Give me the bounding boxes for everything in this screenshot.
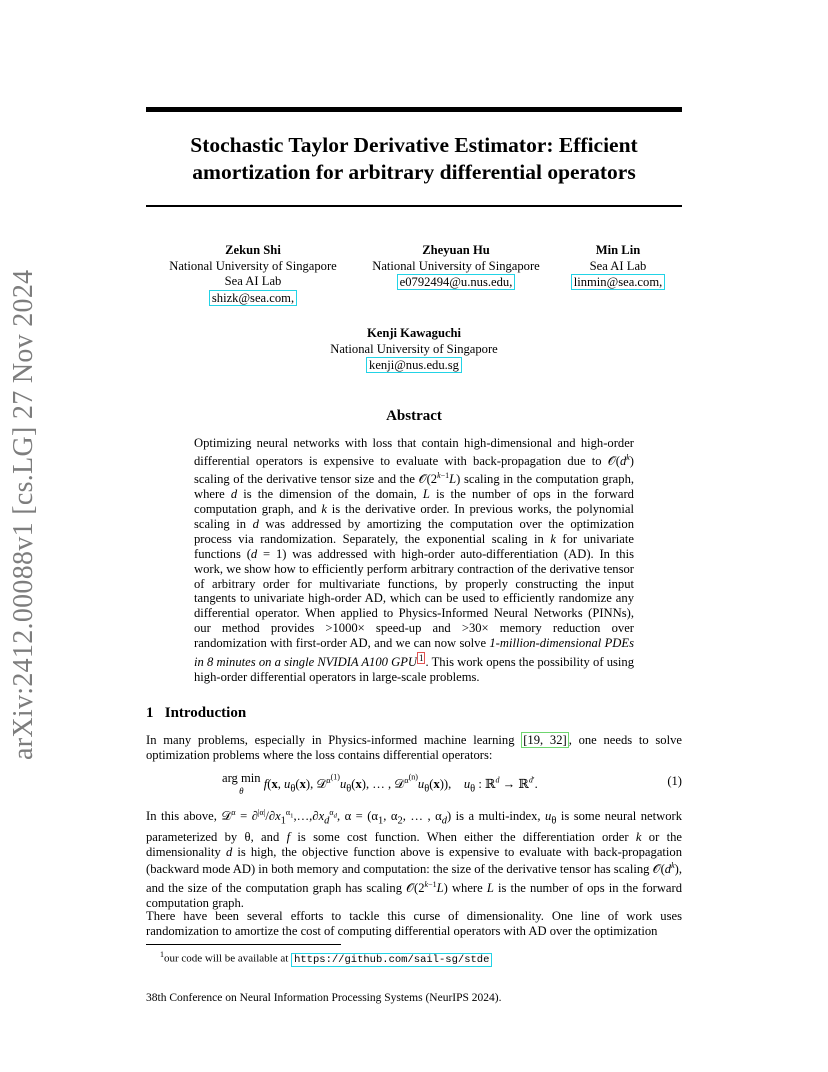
author-block-2 <box>362 243 550 291</box>
title-line-1: Stochastic Taylor Derivative Estimator: Efficient <box>190 133 638 157</box>
author-block-3 <box>562 243 674 291</box>
citation-link[interactable]: [19, 32] <box>523 733 567 747</box>
footnote-rule <box>146 944 341 945</box>
author-email-link[interactable]: kenji@nus.edu.sg <box>366 357 462 373</box>
author-affiliation: National University of Singapore <box>169 258 337 273</box>
section-number: 1 <box>146 705 154 721</box>
title-bottom-rule <box>146 205 682 207</box>
section-title: Introduction <box>164 705 247 721</box>
intro-paragraph-3: There have been several efforts to tackle this curse of dimensionality. One line of work uses randomization to amortize the cost of computing differential operators with AD over the optimization <box>146 909 682 938</box>
author-email-link[interactable]: e0792494@u.nus.edu, <box>397 274 516 290</box>
title-line-2: amortization for arbitrary differential operators <box>192 160 636 184</box>
title-top-rule <box>146 107 682 112</box>
code-url-link[interactable]: https://github.com/sail-sg/stde <box>291 953 492 967</box>
footnote-mark: 1 <box>160 950 164 959</box>
paper-title <box>146 132 682 186</box>
author-affiliation: Sea AI Lab <box>224 274 282 289</box>
equation-body: arg min θ f(x, $u_\theta(x)$, $𝒟^{\alpha^{(1)}}u_\theta(x)$, … , $𝒟^{\alpha^{(n)}}u_\theta(x)$), $u_\theta$ : ℝ$^d$ → ℝ$^{d'}$. <box>222 771 538 796</box>
intro-paragraph-1: In many problems, especially in Physics-informed machine learning [19, 32] , one needs to solve optimization problems where the loss contains differential operators: <box>146 733 682 762</box>
author-name: Zekun Shi <box>225 243 281 257</box>
equation-number: (1) <box>667 774 682 788</box>
author-name: Kenji Kawaguchi <box>366 326 462 340</box>
author-block-4 <box>314 326 514 374</box>
venue-line: 38th Conference on Neural Information Processing Systems (NeurIPS 2024). <box>146 992 502 1004</box>
abstract-body: Optimizing neural networks with loss that contain high-dimensional and high-order differential operators is expensive to evaluate with back-propagation due to $𝒪(d^k)$ scaling of the derivative tensor size and the $𝒪(2^{k-1}L)$ scaling in the computation graph, where d is the dimension of the domain, L is the number of ops in the forward computation graph, and k is the derivative order. In previous works, the polynomial scaling in d was addressed by amortizing the computation over the optimization process via randomization. Separately, the exponential scaling in k for univariate functions (d = 1) was addressed with high-order auto-differentiation (AD). In this work, we show how to efficiently perform arbitrary contraction of the derivative tensor of arbitrary order for multivariate functions, by properly constructing the input tangents to univariate high-order AD, which can be used to efficiently randomize any differential operator. When applied to Physics-Informed Neural Networks (PINNs), our method provides >1000× speed-up and >30× memory reduction over randomization with first-order AD, and we can now solve 1-million-dimensional PDEs in 8 minutes on a single NVIDIA A100 GPU $^1$ . This work opens the possibility of using high-order differential operators in large-scale problems. <box>194 436 635 685</box>
author-affiliation: National University of Singapore <box>372 258 540 273</box>
author-name: Min Lin <box>595 243 641 257</box>
author-email-link[interactable]: shizk@sea.com, <box>209 290 297 306</box>
section-heading <box>146 705 246 722</box>
footnote: $^1$our code will be available at https://github.com/sail-sg/stde <box>160 950 492 966</box>
author-affiliation: National University of Singapore <box>330 341 498 356</box>
abstract-heading: Abstract <box>386 408 442 424</box>
footnote-ref-link[interactable]: 1 <box>418 653 424 664</box>
arxiv-side-stamp: arXiv:2412.00088v1 [cs.LG] 27 Nov 2024 <box>8 269 39 760</box>
author-email-link[interactable]: linmin@sea.com, <box>571 274 666 290</box>
author-affiliation: Sea AI Lab <box>589 258 647 273</box>
author-block-1 <box>158 243 348 306</box>
intro-paragraph-2: In this above, 𝒟$^\alpha$ = $\partial^{|\alpha|}/\partial x_1^{\alpha_1},\dots,\partial x_d^{\alpha_d}$, $\alpha = (\alpha_1$, $\alpha_2$, … , $\alpha_d$) is a multi-index, $u_\theta$ is some neural network parameterized by θ, and f is some cost function. When either the differentiation order k or the dimensionality d is high, the objective function above is expensive to evaluate with back-propagation (backward mode AD) in both memory and computation: the size of the derivative tensor has scaling $𝒪(d^k)$, and the size of the computation graph has scaling $𝒪(2^{k-1}L)$ where L is the number of ops in the forward computation graph. <box>146 808 683 910</box>
author-name: Zheyuan Hu <box>422 243 490 257</box>
